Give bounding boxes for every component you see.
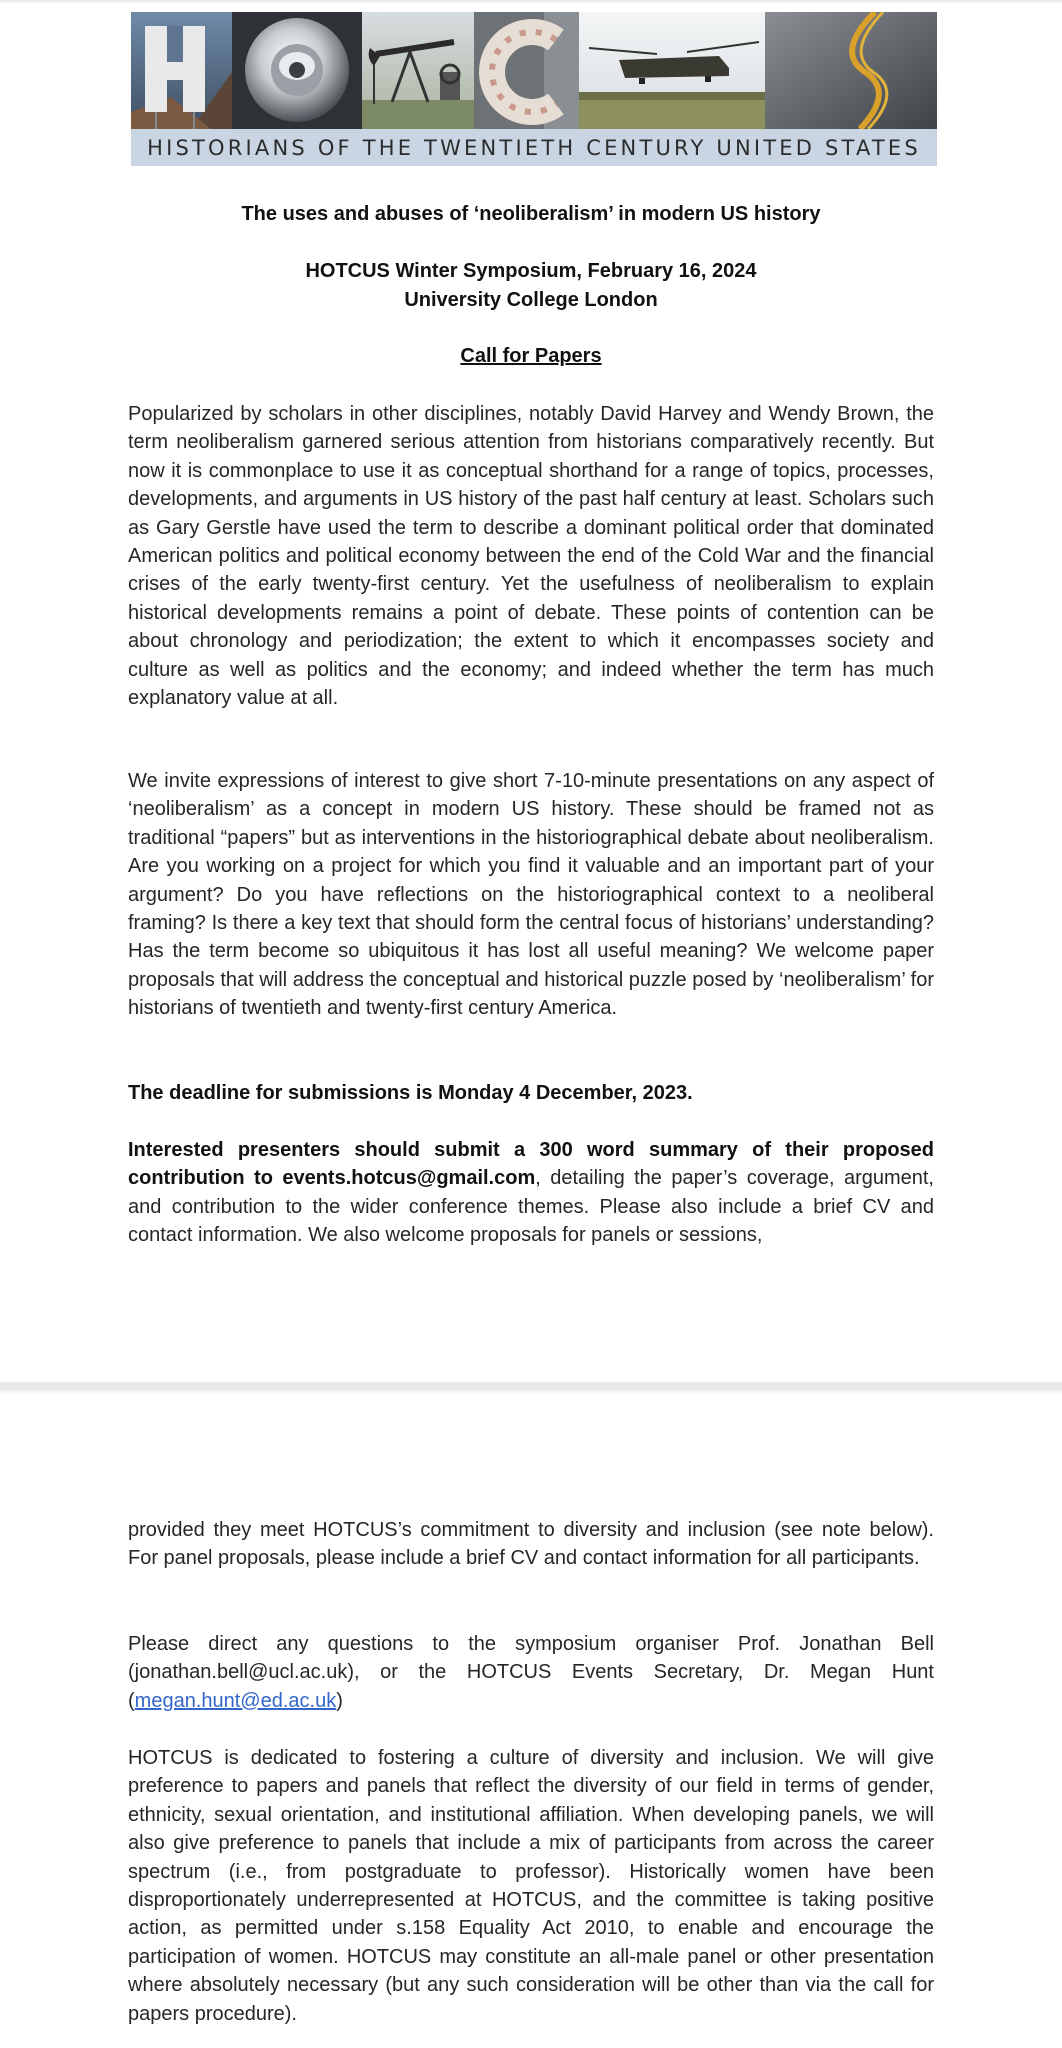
submission-instructions-bold: Interested presenters should submit a 300 word summary of their proposed contribution to events.hotcus@gmail.com [128,1139,934,1190]
submission-instructions [128,1136,934,1250]
submission-instructions-continued: provided they meet HOTCUS’s commitment to diversity and inclusion (see note below). For panel proposals, please include a brief CV and contact information for all participants. [128,1519,934,1570]
diversity-statement: HOTCUS is dedicated to fostering a culture of diversity and inclusion. We will give preference to papers and panels that reflect the diversity of our field in terms of gender, ethnicity, sexual orientation, and institutional affiliation. When developing panels, we will also give preference to panels that include a mix of participants from across the career spectrum (i.e., from postgraduate to professor). Historically women have been disproportionately underrepresented at HOTCUS, and the committee is taking positive action, as permitted under s.158 Equality Act 2010, to enable and encourage the participation of women. HOTCUS may constitute an all-male panel or other presentation where absolutely necessary (but any such consideration will be other than via the call for papers procedure). [128,1747,934,2025]
letter-c-sign-icon [474,12,579,129]
oil-pump-icon [362,12,474,129]
hotcus-banner [131,12,937,166]
event-line-1: HOTCUS Winter Symposium, February 16, 2024 [305,260,757,282]
banner-tile-helicopter [579,12,765,129]
paragraph-invitation: We invite expressions of interest to give short 7-10-minute presentations on any aspect of ‘neoliberalism’ as a concept in modern US history. These should be framed not as traditional “papers” but as interventions in the historiographical debate about neoliberalism. Are you working on a project for which you find it valuable and an important part of your argument? Do you have reflections on the historiographical context to a neoliberal framing? Is there a key text that should form the central focus of historians’ understanding? Has the term become so ubiquitous it has lost all useful meaning? We welcome paper proposals that will address the conceptual and historical puzzle posed by ‘neoliberalism’ for historians of twentieth and twenty-first century America. [128,770,934,1020]
deadline-notice: The deadline for submissions is Monday 4 December, 2023. [128,1082,693,1104]
banner-tile-chrome-sphere [232,12,362,129]
banner-caption: HISTORIANS OF THE TWENTIETH CENTURY UNITED STATES [131,129,937,166]
chrome-sphere-icon [232,12,362,129]
contact-text: Please direct any questions to the symposium organiser Prof. Jonathan Bell (jonathan.bell@ucl.ac.uk), or the HOTCUS Events Secretary, Dr. Megan Hunt ( [128,1633,934,1712]
paragraph-intro: Popularized by scholars in other disciplines, notably David Harvey and Wendy Brown, the term neoliberalism garnered serious attention from historians comparatively recently. But now it is commonplace to use it as conceptual shorthand for a range of topics, processes, developments, and arguments in US history of the past half century at least. Scholars such as Gary Gerstle have used the term to describe a dominant political order that dominated American politics and political economy between the end of the Cold War and the financial crises of the early twenty-first century. Yet the usefulness of neoliberalism to explain historical developments remains a point of debate. These points of contention can be about chronology and periodization; the extent to which it encompasses society and culture as well as politics and the economy; and indeed whether the term has much explanatory value at all. [128,403,934,710]
banner-image-strip [131,12,937,129]
call-for-papers-heading: Call for Papers [460,345,602,367]
banner-tile-letter-c [474,12,579,129]
road-icon [765,12,937,129]
event-line-2: University College London [404,289,658,311]
megan-hunt-email-link[interactable]: megan.hunt@ed.ac.uk [134,1689,337,1712]
submission-instructions-rest: , detailing the paper’s coverage, argument, and contribution to the wider conference themes. Please also include a brief CV and contact information. We also welcome proposals for panels or sessions, [128,1167,934,1247]
helicopter-icon [579,12,765,129]
banner-tile-oil-pump [362,12,474,129]
letter-h-sign-icon [131,12,232,129]
banner-tile-road [765,12,937,129]
document-title: The uses and abuses of ‘neoliberalism’ in modern US history [241,203,821,225]
page-break-shadow [0,1390,1062,1396]
page-break [0,1382,1062,1390]
banner-tile-letter-h [131,12,232,129]
contact-close: ) [336,1689,343,1712]
page-top-shadow [0,0,1062,4]
contact-paragraph [128,1630,934,1715]
